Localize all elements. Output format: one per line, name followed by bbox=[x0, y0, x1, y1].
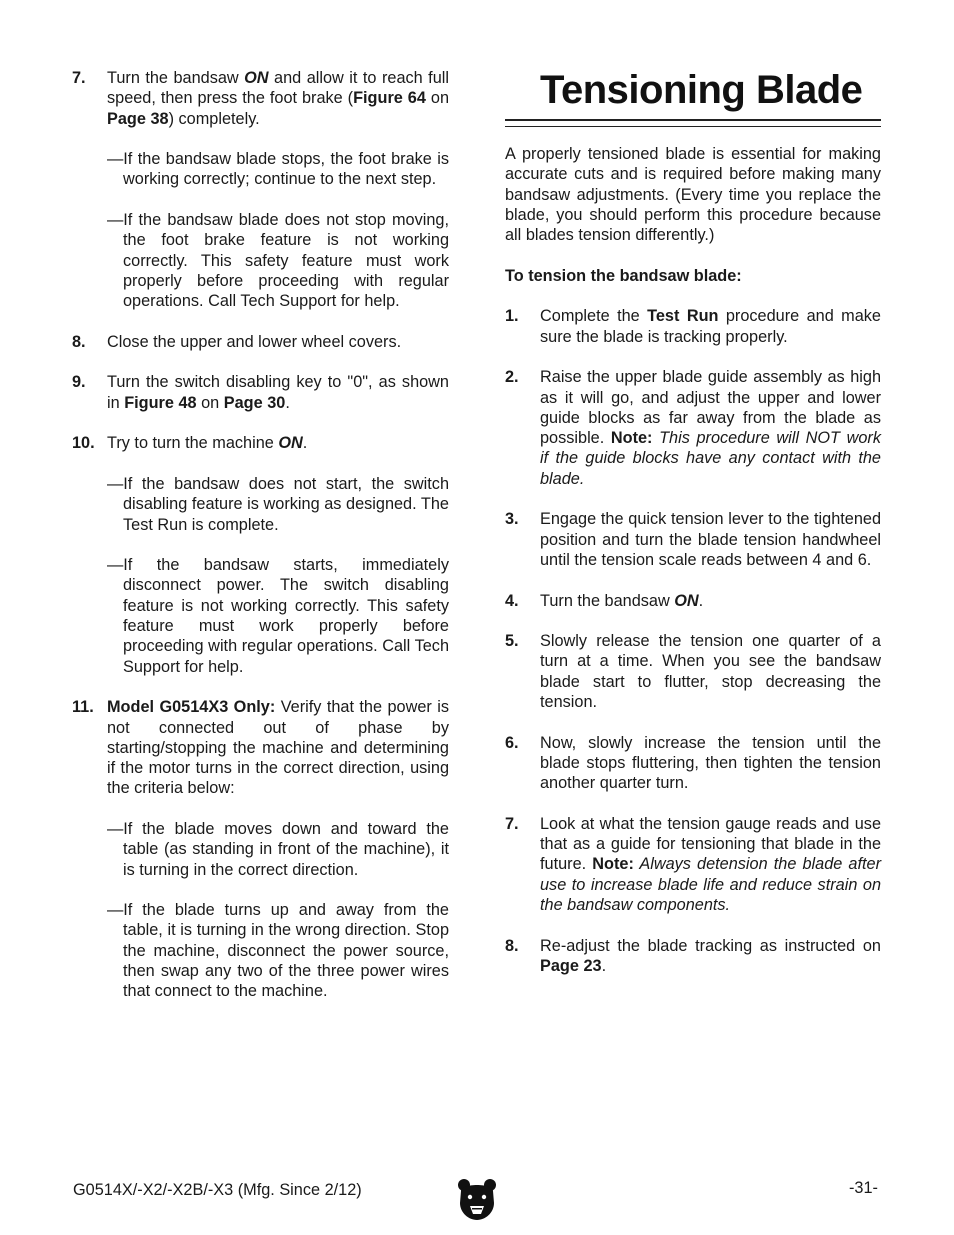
step-number: 7. bbox=[505, 814, 519, 833]
step-number: 3. bbox=[505, 510, 519, 529]
tension-step-8: 8. Re-adjust the blade tracking as instructed on Page 23. bbox=[505, 936, 881, 975]
tension-step-1: 1. Complete the Test Run procedure and make sure the blade is tracking properly. bbox=[505, 307, 881, 346]
step-10-sub-2: —If the bandsaw starts, immediately disconnect power. The switch disabling feature is not working correctly. This safety feature must work properly before proceeding with regular operations. Call Tech Support for help. bbox=[107, 556, 449, 676]
step-10: 10. Try to turn the machine ON. bbox=[72, 434, 308, 453]
step-11-sub-2: —If the blade turns up and away from the table, it is turning in the wrong direction. Stop the machine, disconnect the power source, then swap any two of the three power wires that connect to the machine. bbox=[107, 901, 449, 1001]
step-number: 8. bbox=[505, 936, 519, 955]
page-ref: Page 23 bbox=[540, 956, 602, 975]
tension-step-7: 7. Look at what the tension gauge reads and use that as a guide for tensioning that blade in the future. Note: Always detension the blade after use to increase blade life and reduce strain on the bandsaw components. bbox=[505, 814, 881, 914]
step-11-sub-1: —If the blade moves down and toward the table (as standing in front of the machine), it is turning in the correct direction. bbox=[107, 819, 449, 879]
step-7-sub-2: —If the bandsaw blade does not stop moving, the foot brake feature is not working correctly. This safety feature must work properly before proceeding with regular operations. Call Tech Support for help. bbox=[107, 211, 449, 311]
step-number: 9. bbox=[72, 373, 86, 392]
step-7-sub-1: —If the bandsaw blade stops, the foot brake is working correctly; continue to the next step. bbox=[107, 150, 449, 189]
bear-head-icon bbox=[457, 1177, 497, 1221]
step-number: 7. bbox=[72, 69, 86, 87]
tension-step-2: 2. Raise the upper blade guide assembly as high as it will go, and adjust the upper and lower guide blocks as far away from the blade as possible. Note: This procedure will NOT work if the guide blocks have any contact with the blade. bbox=[505, 368, 881, 488]
figure-ref: Figure 64 bbox=[353, 89, 426, 108]
tension-step-6: 6. Now, slowly increase the tension until the blade stops fluttering, then tighten the tension another quarter turn. bbox=[505, 733, 881, 793]
note-label: Note: bbox=[592, 855, 634, 874]
step-number: 2. bbox=[505, 368, 519, 387]
step-9: 9. Turn the switch disabling key to "0", as shown in Figure 48 on Page 30. bbox=[72, 373, 449, 412]
left-column bbox=[72, 68, 449, 1022]
step-number: 4. bbox=[505, 591, 519, 610]
step-7: 7. Turn the bandsaw ON and allow it to reach full speed, then press the foot brake (Figure 64 on Page 38) completely. bbox=[72, 69, 449, 128]
tension-step-3: 3. Engage the quick tension lever to the tightened position and turn the blade tension handwheel until the tension scale reads between 4 and 6. bbox=[505, 510, 881, 569]
tension-step-4: 4. Turn the bandsaw ON. bbox=[505, 591, 704, 610]
step-number: 10. bbox=[72, 434, 95, 453]
footer-model: G0514X/-X2/-X2B/-X3 (Mfg. Since 2/12) bbox=[73, 1181, 362, 1199]
note-label: Note: bbox=[610, 429, 653, 448]
title-rule-thick bbox=[505, 119, 881, 121]
title-rule-thin bbox=[505, 126, 881, 127]
title-rule bbox=[505, 119, 881, 127]
procedure-subhead: To tension the bandsaw blade: bbox=[505, 266, 742, 285]
step-number: 5. bbox=[505, 632, 519, 651]
page-ref: Page 38 bbox=[107, 109, 169, 128]
section-title: Tensioning Blade bbox=[540, 68, 863, 112]
step-11: 11. Model G0514X3 Only: Verify that the power is not connected out of phase by starting/stopping the machine and determining if the motor turns in the correct direction, using the criteria below: bbox=[72, 698, 449, 798]
figure-ref: Figure 48 bbox=[124, 393, 197, 412]
intro-paragraph: A properly tensioned blade is essential for making accurate cuts and is required before making many bandsaw adjustments. (Every time you replace the blade, you should perform this procedure because all blades tension differently.) bbox=[505, 145, 881, 245]
right-body bbox=[505, 144, 881, 996]
page-ref: Page 30 bbox=[223, 393, 286, 412]
step-number: 11. bbox=[72, 698, 94, 717]
step-10-sub-1: —If the bandsaw does not start, the switch disabling feature is working as designed. The Test Run is complete. bbox=[107, 474, 449, 534]
step-number: 1. bbox=[505, 307, 519, 326]
tension-step-5: 5. Slowly release the tension one quarter of a turn at a time. When you see the bandsaw blade start to flutter, stop decreasing the tension. bbox=[505, 632, 881, 712]
page-number: -31- bbox=[849, 1179, 878, 1197]
step-number: 8. bbox=[72, 332, 86, 351]
step-number: 6. bbox=[505, 733, 519, 752]
step-8: 8. Close the upper and lower wheel covers. bbox=[72, 332, 402, 351]
